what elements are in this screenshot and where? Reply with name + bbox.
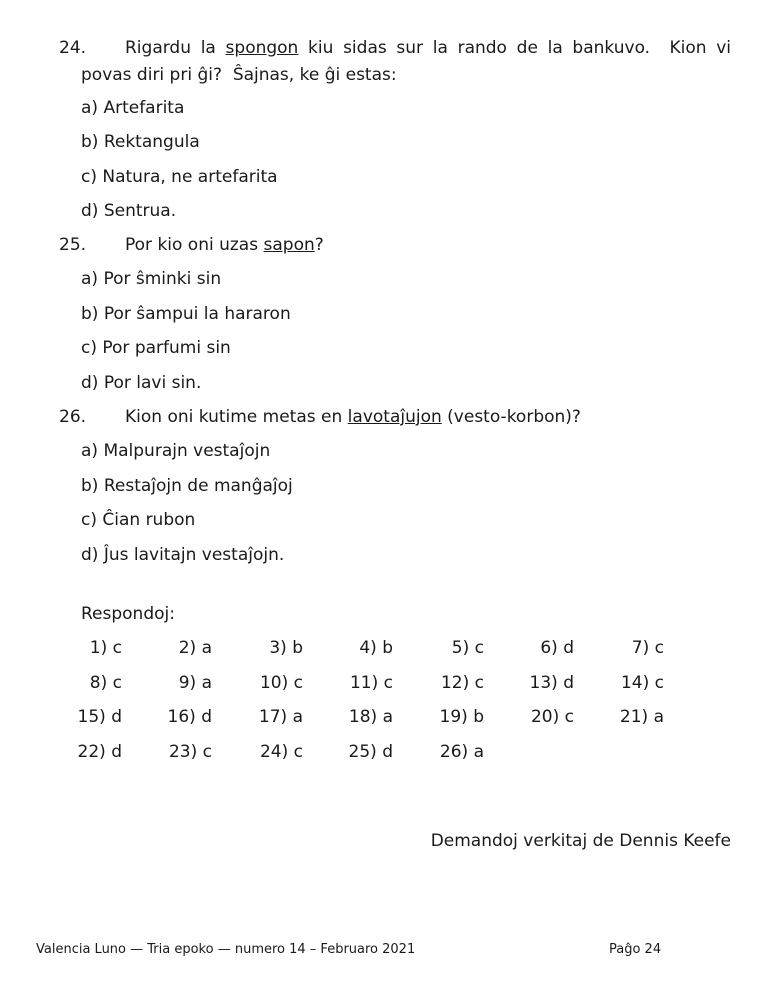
answer-item: 9) a	[178, 673, 212, 693]
question-25-number: 25.	[59, 235, 87, 255]
option-c: c) Natura, ne artefarita	[81, 167, 278, 187]
answer-item: 6) d	[540, 638, 574, 658]
stem-post: kiu sidas sur la rando de la bankuvo. Kion vi	[298, 38, 731, 58]
stem-underlined-word: spongon	[225, 38, 299, 58]
stem-underlined-word: sapon	[263, 235, 315, 255]
option-b: b) Restaĵojn de manĝaĵoj	[81, 476, 293, 496]
option-d: d) Sentrua.	[81, 201, 177, 221]
answer-item: 2) a	[178, 638, 212, 658]
question-number: 24.	[59, 38, 87, 58]
answer-item: 21) a	[619, 707, 664, 727]
stem-pre: Kion oni kutime metas en	[125, 407, 348, 427]
answer-item: 19) b	[439, 707, 484, 727]
option-d: d) Por lavi sin.	[81, 373, 202, 393]
question-24-line1	[125, 37, 731, 59]
stem-pre: Rigardu la	[125, 38, 226, 58]
answer-item: 23) c	[168, 742, 212, 762]
answers-title: Respondoj:	[81, 604, 175, 624]
footer-left: Valencia Luno — Tria epoko — numero 14 – Februaro 2021	[36, 942, 416, 957]
answer-item: 18) a	[348, 707, 393, 727]
option-d: d) Ĵus lavitajn vestaĵojn.	[81, 545, 285, 565]
credit-line: Demandoj verkitaj de Dennis Keefe	[430, 831, 731, 851]
option-a: a) Artefarita	[81, 98, 185, 118]
question-25-stem	[125, 234, 324, 256]
answer-item: 22) d	[77, 742, 122, 762]
answer-item: 24) c	[259, 742, 303, 762]
answer-item: 20) c	[530, 707, 574, 727]
option-c: c) Ĉian rubon	[81, 510, 196, 530]
answer-item: 4) b	[359, 638, 393, 658]
stem-pre: Por kio oni uzas	[125, 235, 264, 255]
option-b: b) Rektangula	[81, 132, 200, 152]
option-a: a) Por ŝminki sin	[81, 269, 222, 289]
answer-item: 1) c	[89, 638, 122, 658]
answer-item: 17) a	[258, 707, 303, 727]
answer-item: 8) c	[89, 673, 122, 693]
answer-item: 3) b	[269, 638, 303, 658]
answer-item: 25) d	[348, 742, 393, 762]
option-b: b) Por ŝampui la hararon	[81, 304, 291, 324]
answer-item: 11) c	[349, 673, 393, 693]
stem-post: ?	[314, 235, 324, 255]
option-a: a) Malpurajn vestaĵojn	[81, 441, 271, 461]
answer-item: 12) c	[440, 673, 484, 693]
stem-post: (vesto-korbon)?	[441, 407, 581, 427]
answer-item: 5) c	[451, 638, 484, 658]
option-c: c) Por parfumi sin	[81, 338, 231, 358]
answer-item: 14) c	[620, 673, 664, 693]
footer-page-number: Paĝo 24	[609, 942, 662, 957]
answer-item: 26) a	[439, 742, 484, 762]
question-26-stem	[125, 406, 581, 428]
answer-item: 10) c	[259, 673, 303, 693]
answer-item: 13) d	[529, 673, 574, 693]
question-24-line2: povas diri pri ĝi? Ŝajnas, ke ĝi estas:	[81, 65, 397, 85]
stem-underlined-word: lavotaĵujon	[347, 407, 442, 427]
question-26-number: 26.	[59, 407, 87, 427]
answer-item: 16) d	[167, 707, 212, 727]
answer-item: 7) c	[631, 638, 664, 658]
answer-item: 15) d	[77, 707, 122, 727]
